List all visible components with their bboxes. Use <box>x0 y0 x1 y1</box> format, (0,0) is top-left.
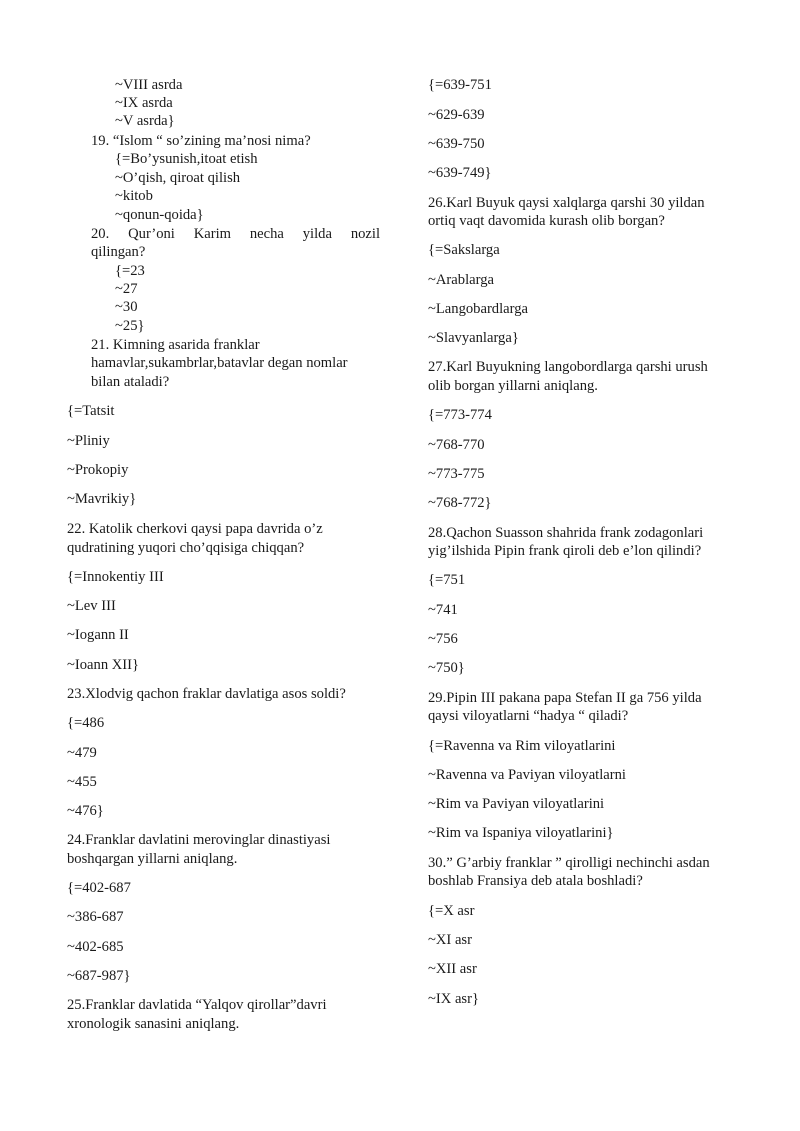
question-28-cont: yig’ilshida Pipin frank qiroli deb e’lon qilindi? <box>428 543 702 559</box>
option: ~768-772} <box>428 495 492 511</box>
option: ~Ioann XII} <box>67 657 140 673</box>
question-26: 26.Karl Buyuk qaysi xalqlarga qarshi 30 yildan <box>428 195 705 211</box>
option: ~Langobardlarga <box>428 301 529 317</box>
question-26-cont: ortiq vaqt davomida kurash olib borgan? <box>428 213 665 229</box>
option: {=773-774 <box>428 407 492 423</box>
option: {=Sakslarga <box>428 242 500 258</box>
question-25: 25.Franklar davlatida “Yalqov qirollar”davri <box>67 997 327 1013</box>
option: ~Mavrikiy} <box>67 491 137 507</box>
option: {=Bo’ysunish,itoat etish <box>115 151 258 167</box>
option: {=402-687 <box>67 880 131 896</box>
question-27: 27.Karl Buyukning langobordlarga qarshi urush <box>428 359 708 375</box>
question-22-cont: qudratining yuqori cho’qqisiga chiqqan? <box>67 540 305 556</box>
option: {=751 <box>428 572 466 588</box>
option: ~qonun-qoida} <box>115 207 204 223</box>
option: ~750} <box>428 660 465 676</box>
question-29: 29.Pipin III pakana papa Stefan II ga 756 yilda <box>428 690 702 706</box>
option: {=Tatsit <box>67 403 115 419</box>
question-27-cont: olib borgan yillarni aniqlang. <box>428 378 598 394</box>
option: ~Pliniy <box>67 433 110 449</box>
option: ~Rim va Ispaniya viloyatlarini} <box>428 825 614 841</box>
question-20: 20. Qur’oni Karim necha yilda nozil <box>91 226 380 242</box>
question-25-cont: xronologik sanasini aniqlang. <box>67 1016 240 1032</box>
option: {=Innokentiy III <box>67 569 164 585</box>
option: ~455 <box>67 774 97 790</box>
question-28: 28.Qachon Suasson shahrida frank zodagonlari <box>428 525 704 541</box>
option: ~687-987} <box>67 968 131 984</box>
option: {=23 <box>115 263 145 279</box>
option: ~Ravenna va Paviyan viloyatlarni <box>428 767 626 783</box>
option: ~V asrda} <box>115 113 175 129</box>
option: ~XII asr <box>428 961 477 977</box>
option: ~756 <box>428 631 458 647</box>
question-24-cont: boshqargan yillarni aniqlang. <box>67 851 238 867</box>
option: ~27 <box>115 281 138 297</box>
question-21-cont: hamavlar,sukambrlar,batavlar degan nomlar <box>91 355 348 371</box>
option: ~476} <box>67 803 104 819</box>
option: ~Prokopiy <box>67 462 129 478</box>
option: ~IX asr} <box>428 991 479 1007</box>
option: ~Iogann II <box>67 627 129 643</box>
question-21-cont: bilan ataladi? <box>91 374 170 390</box>
option: ~kitob <box>115 188 153 204</box>
option: ~30 <box>115 299 138 315</box>
question-19: 19. “Islom “ so’zining ma’nosi nima? <box>91 133 311 149</box>
question-30: 30.” G’arbiy franklar ” qirolligi nechinchi asdan <box>428 855 710 871</box>
option: ~Rim va Paviyan viloyatlarini <box>428 796 605 812</box>
option: {=486 <box>67 715 105 731</box>
option: ~Arablarga <box>428 272 494 288</box>
question-30-cont: boshlab Fransiya deb atala boshladi? <box>428 873 643 889</box>
question-29-cont: qaysi viloyatlarni “hadya “ qiladi? <box>428 708 629 724</box>
option: {=X asr <box>428 903 475 919</box>
option: {=Ravenna va Rim viloyatlarini <box>428 738 616 754</box>
option: ~768-770 <box>428 437 485 453</box>
option: ~386-687 <box>67 909 124 925</box>
option: ~VIII asrda <box>115 77 183 93</box>
option: ~639-750 <box>428 136 485 152</box>
option: ~639-749} <box>428 165 492 181</box>
option: ~XI asr <box>428 932 472 948</box>
option: ~479 <box>67 745 97 761</box>
option: {=639-751 <box>428 77 492 93</box>
option: ~IX asrda <box>115 95 173 111</box>
option: ~741 <box>428 602 458 618</box>
question-23: 23.Xlodvig qachon fraklar davlatiga asos soldi? <box>67 686 346 702</box>
question-20-cont: qilingan? <box>91 244 146 260</box>
option: ~Lev III <box>67 598 116 614</box>
option: ~402-685 <box>67 939 124 955</box>
option: ~25} <box>115 318 145 334</box>
option: ~Slavyanlarga} <box>428 330 519 346</box>
option: ~629-639 <box>428 107 485 123</box>
option: ~O’qish, qiroat qilish <box>115 170 241 186</box>
question-22: 22. Katolik cherkovi qaysi papa davrida o’z <box>67 521 323 537</box>
option: ~773-775 <box>428 466 485 482</box>
question-24: 24.Franklar davlatini merovinglar dinastiyasi <box>67 832 331 848</box>
question-21: 21. Kimning asarida franklar <box>91 337 260 353</box>
